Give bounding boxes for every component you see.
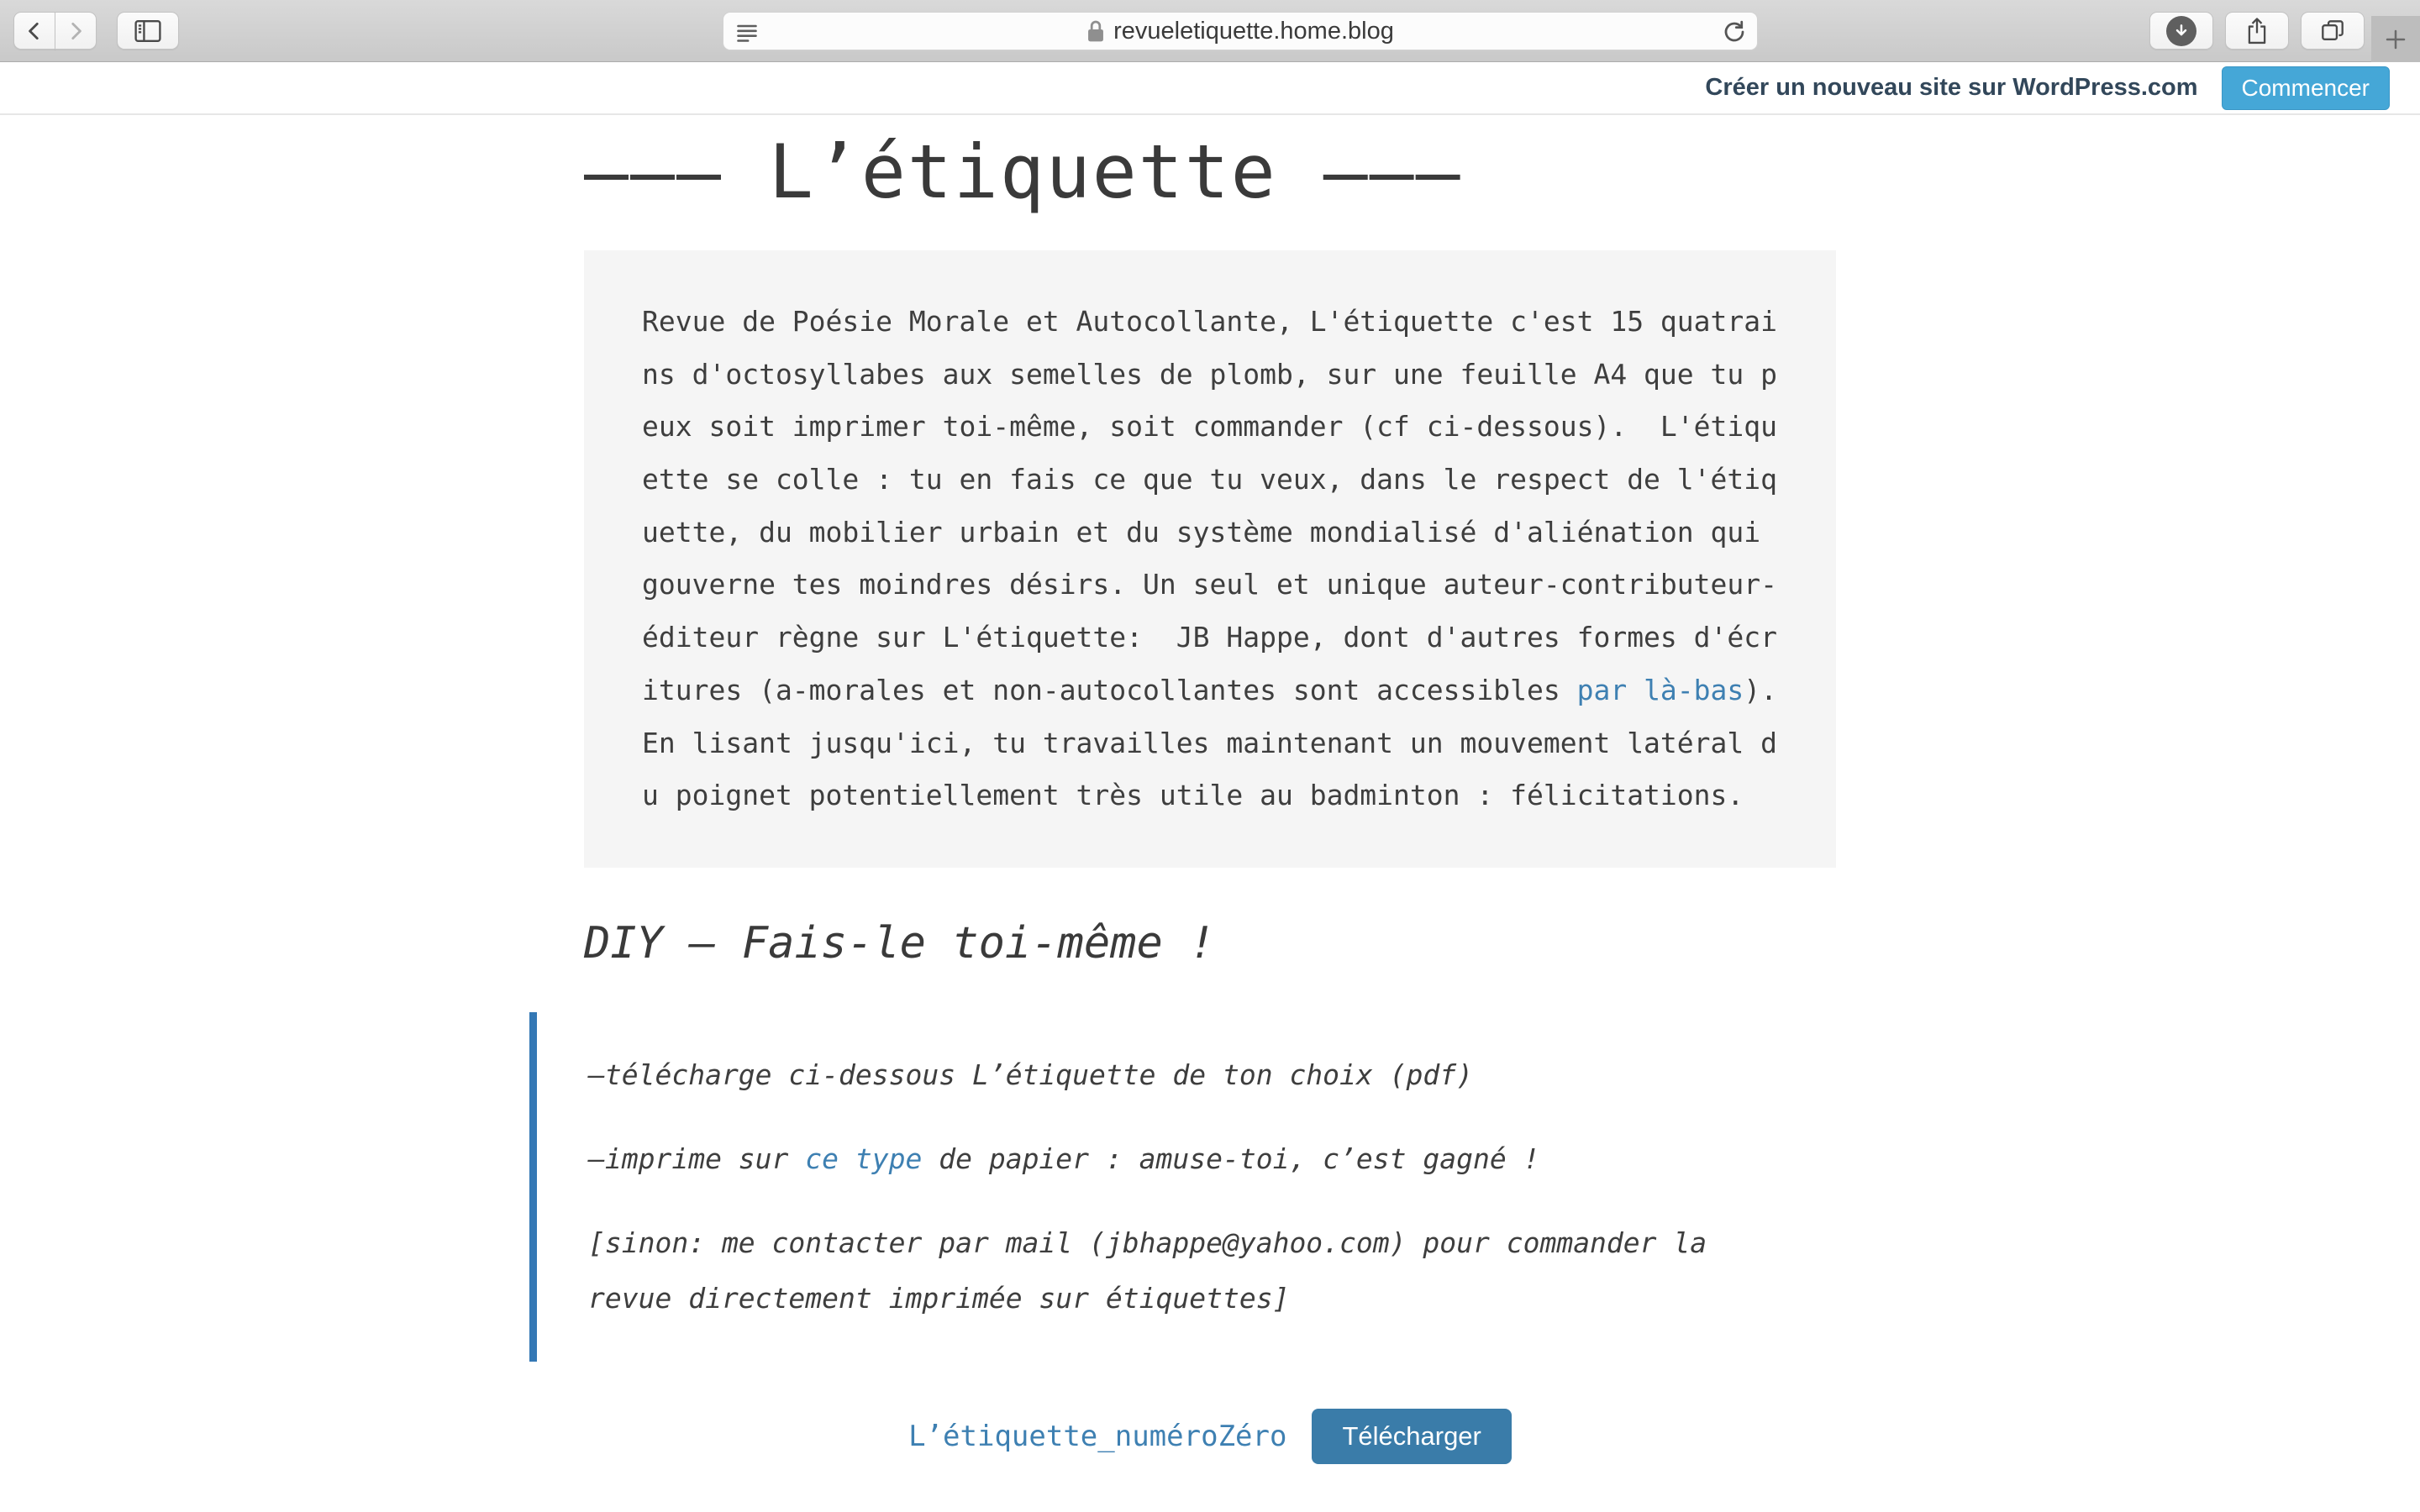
back-button[interactable] bbox=[13, 12, 55, 50]
back-chevron-icon bbox=[24, 18, 45, 44]
new-tab-button[interactable] bbox=[2371, 16, 2420, 62]
lock-icon bbox=[1086, 19, 1105, 43]
forward-button[interactable] bbox=[55, 12, 97, 50]
url-text: revueletiquette.home.blog bbox=[1113, 17, 1394, 45]
wordpress-banner bbox=[0, 62, 2420, 115]
address-bar[interactable] bbox=[723, 12, 1758, 50]
page-content bbox=[584, 129, 1836, 1464]
diy-heading: DIY – Fais-le toi-même ! bbox=[584, 917, 1216, 969]
site-title: ——— L’étiquette ——— bbox=[584, 129, 1462, 215]
share-button[interactable] bbox=[2225, 12, 2289, 50]
quote-print-before: –imprime sur bbox=[588, 1142, 806, 1175]
sidebar-icon bbox=[134, 18, 162, 44]
intro-text-part1: Revue de Poésie Morale et Autocollante, L'étiquette c'est 15 quatrains d'octosyllabes aux semelles de plomb, sur une feuille A4 que tu peux soit imprimer toi-même, soit commander (cf ci-dessous). L'étiquette se colle : tu en fais ce que tu veux, dans le respect de l'étiquette, du mobilier urbain et du système mondialisé d'aliénation qui gouverne tes moindres désirs. Un seul et unique auteur-contributeur-éditeur règne sur L'étiquette: JB Happe, dont d'autres formes d'écritures (a-morales et non-autocollantes sont accessibles bbox=[642, 305, 1778, 706]
ce-type-link[interactable]: ce type bbox=[805, 1142, 923, 1175]
commencer-button[interactable]: Commencer bbox=[2222, 66, 2390, 110]
intro-text-part2: ). En lisant jusqu'ici, tu travailles maintenant un mouvement latéral du poignet potentiellement très utile au badminton : félicitations. bbox=[642, 673, 1811, 812]
downloads-button[interactable] bbox=[2149, 12, 2213, 50]
par-la-bas-link[interactable]: par là-bas bbox=[1576, 673, 1744, 706]
etiquette-numero-zero-link[interactable]: L’étiquette_numéroZéro bbox=[908, 1419, 1287, 1453]
intro-paragraph bbox=[584, 250, 1836, 868]
tab-overview-button[interactable] bbox=[2301, 12, 2365, 50]
reader-mode-icon[interactable] bbox=[735, 20, 759, 44]
download-circle-icon bbox=[2166, 16, 2196, 46]
sidebar-toggle-button[interactable] bbox=[117, 12, 179, 50]
browser-toolbar bbox=[0, 0, 2420, 62]
plus-icon bbox=[2383, 27, 2408, 52]
telecharger-button[interactable]: Télécharger bbox=[1312, 1409, 1511, 1464]
quote-line-download: –télécharge ci-dessous L’étiquette de ton choix (pdf) bbox=[588, 1058, 1473, 1091]
download-row bbox=[584, 1409, 1836, 1464]
tabs-icon bbox=[2319, 18, 2346, 45]
share-icon bbox=[2244, 17, 2270, 45]
instructions-blockquote bbox=[529, 1012, 1836, 1362]
quote-line-contact: [sinon: me contacter par mail (jbhappe@yahoo.com) pour commander la revue directement imprimée sur étiquettes] bbox=[588, 1226, 1724, 1315]
forward-chevron-icon bbox=[65, 18, 87, 44]
toolbar-right-cluster bbox=[2149, 12, 2365, 50]
quote-print-after: de papier : amuse-toi, c’est gagné ! bbox=[922, 1142, 1540, 1175]
nav-button-cluster bbox=[13, 12, 179, 50]
refresh-button[interactable] bbox=[1722, 19, 1747, 45]
quote-line-print bbox=[588, 1131, 1773, 1187]
banner-message: Créer un nouveau site sur WordPress.com bbox=[1705, 74, 2198, 101]
